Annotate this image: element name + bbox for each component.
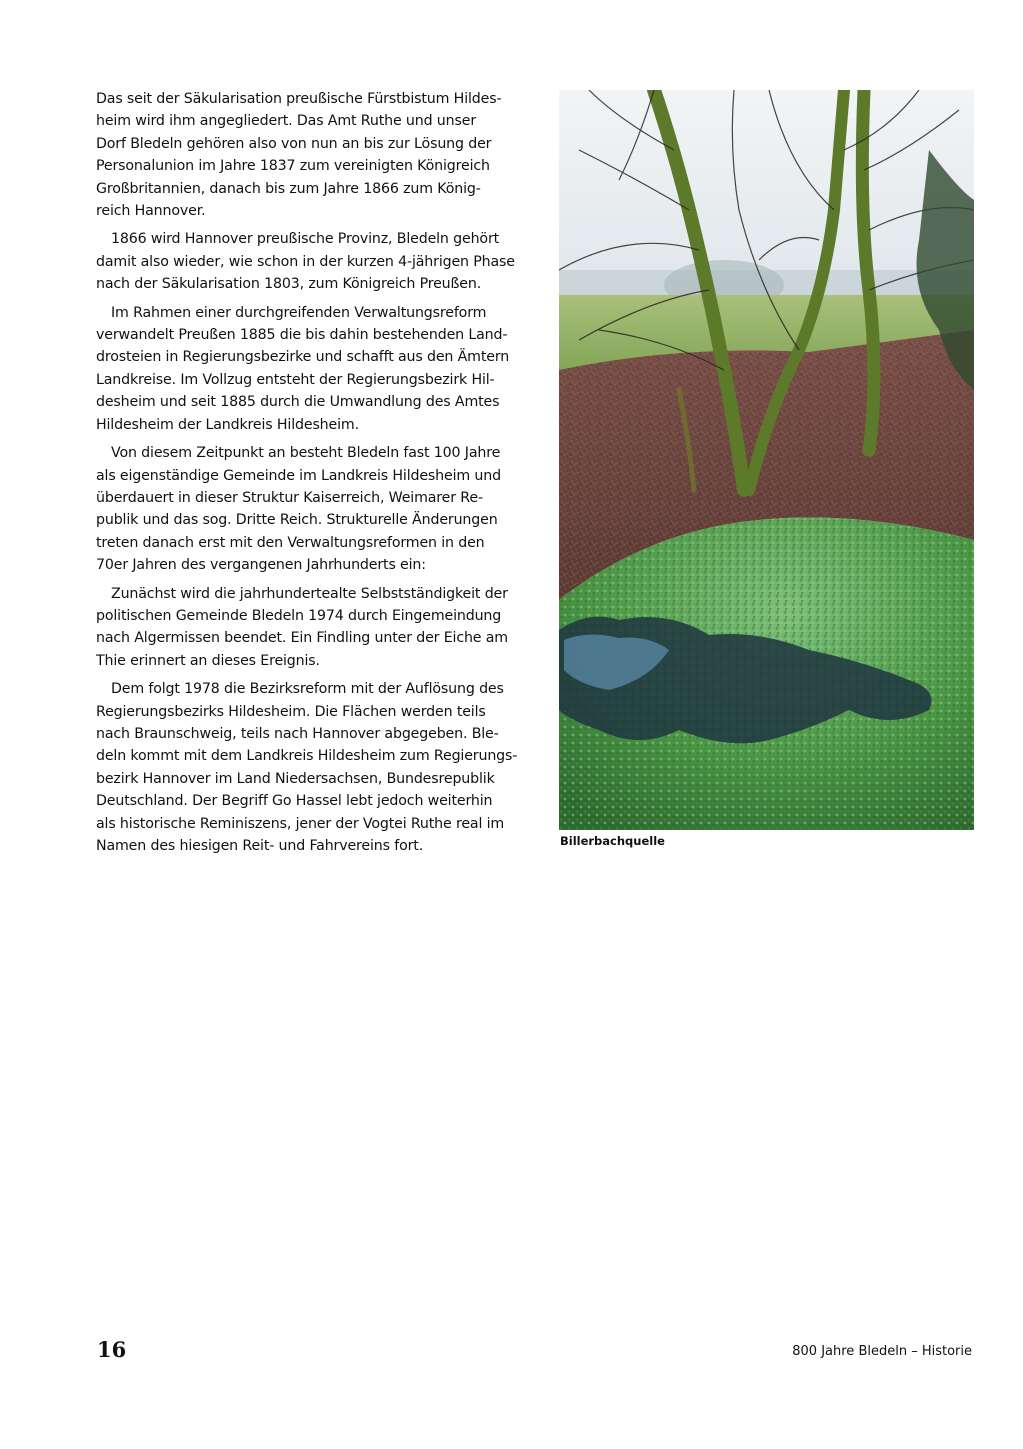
text-line: treten danach erst mit den Verwaltungsreformen in den (96, 534, 485, 551)
text-line: Deutschland. Der Begriff Go Hassel lebt jedoch weiterhin (96, 793, 493, 810)
text-line: drosteien in Regierungsbezirke und schafft aus den Ämtern (96, 349, 510, 366)
text-line: 1866 wird Hannover preußische Provinz, Bledeln gehört (111, 231, 500, 248)
text-line: desheim und seit 1885 durch die Umwandlung des Amtes (96, 394, 500, 411)
paragraph-3 (96, 302, 516, 436)
text-line: Regierungsbezirks Hildesheim. Die Flächen werden teils (96, 703, 486, 720)
paragraph-5 (96, 583, 516, 673)
text-line: heim wird ihm angegliedert. Das Amt Ruthe und unser (96, 113, 476, 130)
running-footer: 800 Jahre Bledeln – Historie (792, 1344, 972, 1359)
text-line: nach Algermissen beendet. Ein Findling unter der Eiche am (96, 630, 508, 647)
text-line: Thie erinnert an dieses Ereignis. (96, 652, 320, 669)
text-line: reich Hannover. (96, 203, 206, 220)
photo-caption: Billerbachquelle (560, 834, 665, 848)
text-line: als eigenständige Gemeinde im Landkreis Hildesheim und (96, 467, 501, 484)
text-line: verwandelt Preußen 1885 die bis dahin bestehenden Land- (96, 327, 508, 344)
text-line: damit also wieder, wie schon in der kurzen 4-jährigen Phase (96, 253, 515, 270)
text-line: Personalunion im Jahre 1837 zum vereinigten Königreich (96, 158, 490, 175)
text-line: politischen Gemeinde Bledeln 1974 durch Eingemeindung (96, 607, 502, 624)
text-line: Dem folgt 1978 die Bezirksreform mit der Auflösung des (111, 681, 504, 698)
text-line: Namen des hiesigen Reit- und Fahrvereins fort. (96, 838, 424, 854)
photo-illustration (559, 90, 974, 830)
paragraph-2 (96, 228, 516, 295)
text-line: Großbritannien, danach bis zum Jahre 1866 zum König- (96, 180, 481, 197)
paragraph-1 (96, 88, 516, 222)
photo-billerbachquelle (559, 90, 974, 830)
paragraph-6 (96, 678, 516, 857)
text-line: überdauert in dieser Struktur Kaiserreich, Weimarer Re- (96, 489, 483, 506)
body-text (96, 88, 516, 863)
text-line: publik und das sog. Dritte Reich. Strukturelle Änderungen (96, 512, 498, 529)
text-line: deln kommt mit dem Landkreis Hildesheim zum Regierungs- (96, 748, 518, 765)
text-line: Hildesheim der Landkreis Hildesheim. (96, 416, 359, 433)
text-line: nach Braunschweig, teils nach Hannover abgegeben. Ble- (96, 725, 499, 742)
text-line: Dorf Bledeln gehören also von nun an bis zur Lösung der (96, 135, 492, 152)
text-line: Von diesem Zeitpunkt an besteht Bledeln fast 100 Jahre (111, 445, 501, 462)
text-line: Landkreise. Im Vollzug entsteht der Regierungsbezirk Hil- (96, 371, 495, 388)
text-line: Im Rahmen einer durchgreifenden Verwaltungsreform (111, 304, 487, 321)
text-line: bezirk Hannover im Land Niedersachsen, Bundesrepublik (96, 770, 495, 787)
text-line: Zunächst wird die jahrhundertealte Selbstständigkeit der (111, 585, 508, 602)
paragraph-4 (96, 442, 516, 576)
text-line: nach der Säkularisation 1803, zum Königreich Preußen. (96, 276, 482, 293)
page-number: 16 (97, 1337, 127, 1362)
text-line: als historische Reminiszens, jener der Vogtei Ruthe real im (96, 815, 505, 832)
text-line: Das seit der Säkularisation preußische Fürstbistum Hildes- (96, 91, 502, 107)
text-line: 70er Jahren des vergangenen Jahrhunderts ein: (96, 557, 426, 574)
